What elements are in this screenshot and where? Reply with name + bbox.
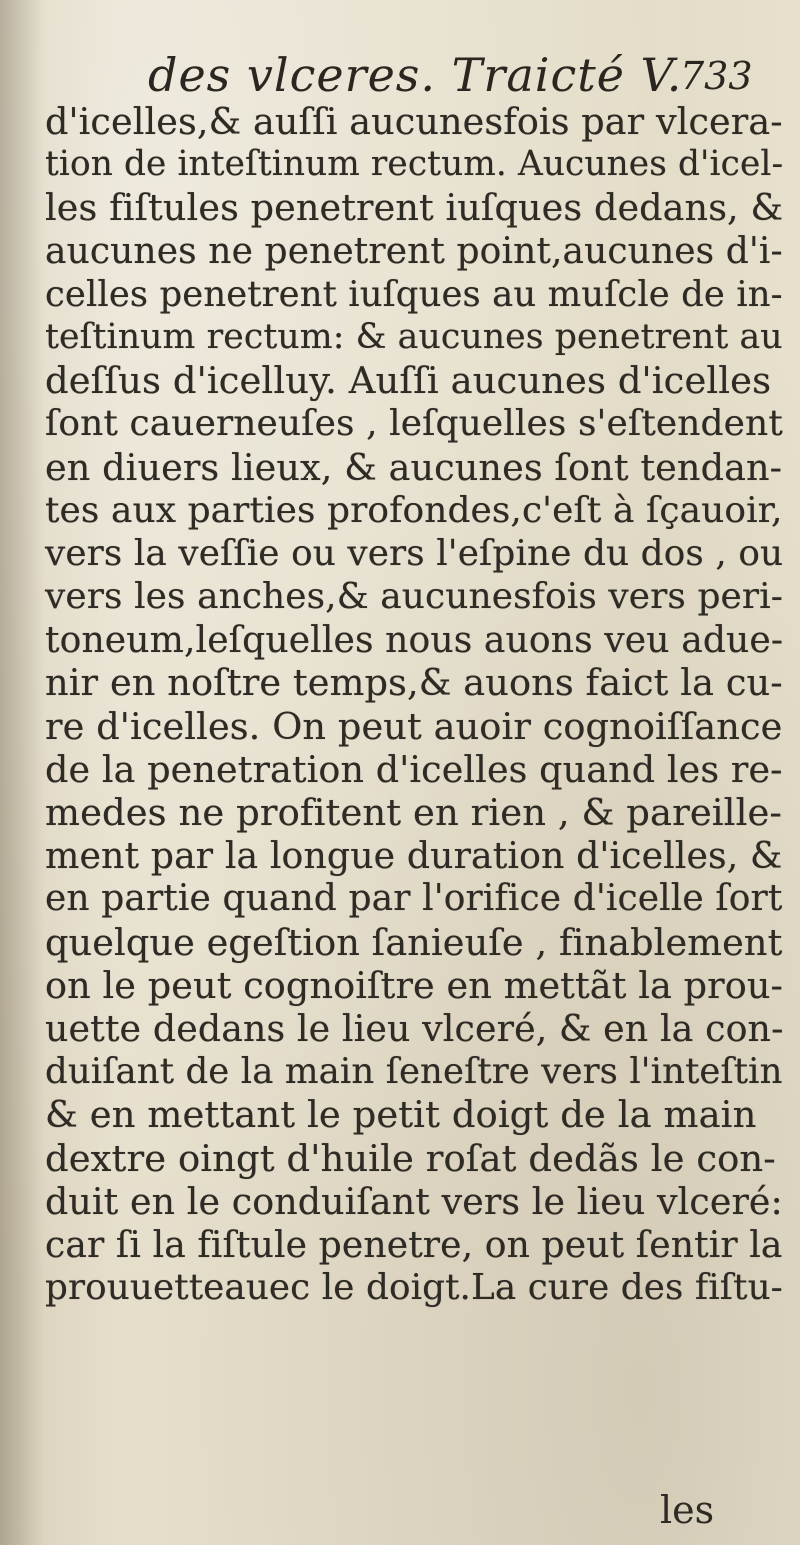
text-line: prouuetteauec le doigt.La cure des fiſtu-	[45, 1267, 783, 1309]
text-line: en partie quand par l'orifice d'icelle ſort	[45, 878, 783, 920]
text-line: tes aux parties profondes,c'eſt à ſçauoir,	[45, 489, 783, 531]
text-line: deſſus d'icelluy. Auſſi aucunes d'icelles	[45, 359, 772, 403]
catchword: les	[660, 1488, 715, 1532]
spine-shadow	[0, 0, 45, 1545]
text-line: on le peut cognoiſtre en mettãt la prou-	[45, 963, 783, 1007]
body-text	[45, 100, 785, 1309]
text-line: teſtinum rectum: & aucunes penetrent au	[45, 316, 783, 357]
text-line: vers la veſſie ou vers l'eſpine du dos , ou	[45, 532, 784, 574]
text-line: & en mettant le petit doigt de la main	[45, 1093, 757, 1137]
page-header	[0, 38, 800, 108]
text-line: duit en le conduiſant vers le lieu vlceré:	[45, 1179, 783, 1223]
text-line: toneum,leſquelles nous auons veu adue-	[45, 618, 784, 662]
page-number: 733	[680, 54, 753, 98]
text-line: uette dedans le lieu vlceré, & en la con-	[45, 1006, 784, 1050]
text-line: vers les anches,& aucunesfois vers peri-	[45, 576, 784, 618]
text-line: nir en noſtre temps,& auons faict la cu-	[45, 661, 783, 705]
text-line: aucunes ne penetrent point,aucunes d'i-	[45, 230, 783, 272]
text-line: celles penetrent iuſques au muſcle de in-	[45, 273, 783, 315]
text-line: car ſi la fiſtule penetre, on peut ſentir la	[45, 1222, 783, 1266]
text-line: ment par la longue duration d'icelles, &	[45, 834, 783, 878]
text-line: ſont cauerneuſes , leſquelles s'eſtendent	[45, 403, 783, 445]
text-line: de la penetration d'icelles quand les re-	[45, 747, 783, 791]
text-line: tion de inteſtinum rectum. Aucunes d'icel-	[45, 144, 784, 185]
text-line: quelque egeſtion ſanieuſe , finablement	[45, 920, 783, 964]
running-head: des vlceres. Traicté V.	[148, 48, 683, 102]
text-line: dextre oingt d'huile roſat dedãs le con-	[45, 1136, 776, 1180]
text-line: medes ne profitent en rien , & pareille-	[45, 791, 782, 834]
text-line: re d'icelles. On peut auoir cognoiſſance	[45, 704, 783, 748]
text-line: les fiſtules penetrent iuſques dedans, &	[45, 186, 784, 230]
text-line: duiſant de la main ſeneſtre vers l'inteſtin	[45, 1051, 783, 1093]
text-line: d'icelles,& auſſi aucunesfois par vlcera-	[45, 100, 783, 143]
text-line: en diuers lieux, & aucunes ſont tendan-	[45, 445, 783, 489]
